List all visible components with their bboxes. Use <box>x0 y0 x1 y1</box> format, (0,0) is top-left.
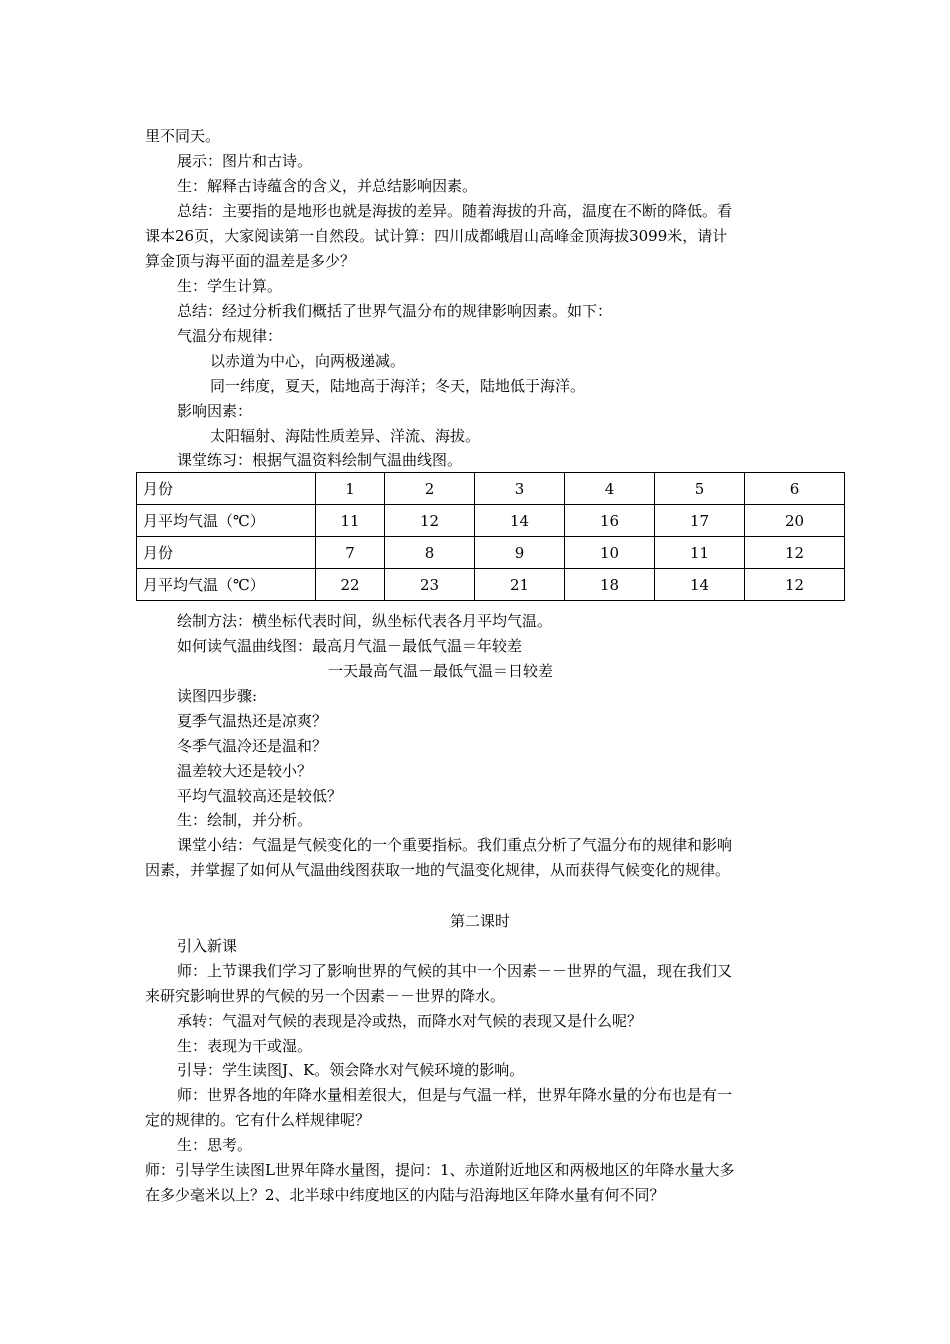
table-cell: 22 <box>316 569 385 601</box>
text-line: 引入新课 <box>177 937 238 955</box>
text-line: 课堂练习：根据气温资料绘制气温曲线图。 <box>177 451 463 469</box>
text-line: 因素，并掌握了如何从气温曲线图获取一地的气温变化规律，从而获得气候变化的规律。 <box>145 861 731 879</box>
text-line: 气温分布规律： <box>177 327 283 345</box>
table-cell: 20 <box>745 505 845 537</box>
text-line: 夏季气温热还是凉爽？ <box>177 712 328 730</box>
text-line: 承转：气温对气候的表现是冷或热，而降水对气候的表现又是什么呢？ <box>177 1012 643 1030</box>
table-cell: 23 <box>385 569 475 601</box>
table-cell: 5 <box>655 473 745 505</box>
text-line: 引导：学生读图J、K。领会降水对气候环境的影响。 <box>177 1061 525 1079</box>
text-line: 平均气温较高还是较低？ <box>177 787 343 805</box>
table-cell: 18 <box>565 569 655 601</box>
text-line: 生：思考。 <box>177 1136 253 1154</box>
text-line: 温差较大还是较小？ <box>177 762 313 780</box>
table-cell: 12 <box>745 569 845 601</box>
table-cell: 14 <box>655 569 745 601</box>
text-line: 算金顶与海平面的温差是多少？ <box>145 252 356 270</box>
table-cell: 16 <box>565 505 655 537</box>
text-line: 在多少毫米以上？2、北半球中纬度地区的内陆与沿海地区年降水量有何不同？ <box>145 1186 665 1204</box>
text-line: 如何读气温曲线图：最高月气温－最低气温＝年较差 <box>177 637 523 655</box>
table-cell: 3 <box>475 473 565 505</box>
table-cell: 1 <box>316 473 385 505</box>
table-cell: 14 <box>475 505 565 537</box>
table-row <box>137 505 845 537</box>
table-cell: 11 <box>655 537 745 569</box>
table-row <box>137 473 845 505</box>
table-cell: 4 <box>565 473 655 505</box>
text-line: 生：解释古诗蕴含的含义，并总结影响因素。 <box>177 177 478 195</box>
temperature-table <box>136 472 845 601</box>
text-line: 定的规律的。它有什么样规律呢？ <box>145 1111 371 1129</box>
text-line: 绘制方法：横坐标代表时间，纵坐标代表各月平均气温。 <box>177 612 553 630</box>
text-line: 课本26页，大家阅读第一自然段。试计算：四川成都峨眉山高峰金顶海拔3099米，请计 <box>145 227 728 245</box>
table-cell: 11 <box>316 505 385 537</box>
text-line: 一天最高气温－最低气温＝日较差 <box>328 662 554 680</box>
table-cell: 2 <box>385 473 475 505</box>
text-line: 读图四步骤: <box>177 687 258 705</box>
text-line: 师：上节课我们学习了影响世界的气候的其中一个因素－－世界的气温，现在我们又 <box>177 962 733 980</box>
text-line: 师：引导学生读图L世界年降水量图，提问：1、赤道附近地区和两极地区的年降水量大多 <box>145 1161 735 1179</box>
table-cell: 12 <box>745 537 845 569</box>
table-cell: 6 <box>745 473 845 505</box>
table-row <box>137 537 845 569</box>
text-line: 太阳辐射、海陆性质差异、洋流、海拔。 <box>210 427 481 445</box>
table-cell: 8 <box>385 537 475 569</box>
section-title: 第二课时 <box>449 912 510 930</box>
text-line: 以赤道为中心，向两极递减。 <box>210 352 406 370</box>
table-cell: 9 <box>475 537 565 569</box>
table-cell: 10 <box>565 537 655 569</box>
table-cell: 21 <box>475 569 565 601</box>
table-cell: 17 <box>655 505 745 537</box>
text-line: 生：表现为干或湿。 <box>177 1037 313 1055</box>
text-line: 冬季气温冷还是温和？ <box>177 737 328 755</box>
text-line: 课堂小结：气温是气候变化的一个重要指标。我们重点分析了气温分布的规律和影响 <box>177 836 733 854</box>
table-cell: 12 <box>385 505 475 537</box>
text-line: 里不同天。 <box>145 127 221 145</box>
text-line: 总结：经过分析我们概括了世界气温分布的规律影响因素。如下： <box>177 302 613 320</box>
text-line: 生：学生计算。 <box>177 277 283 295</box>
table-cell: 月平均气温（℃） <box>137 569 316 601</box>
table-cell: 月份 <box>137 537 316 569</box>
text-line: 影响因素： <box>177 402 253 420</box>
text-line: 同一纬度，夏天，陆地高于海洋；冬天，陆地低于海洋。 <box>210 377 586 395</box>
text-line: 生：绘制，并分析。 <box>177 811 313 829</box>
table-cell: 月份 <box>137 473 316 505</box>
text-line: 总结：主要指的是地形也就是海拔的差异。随着海拔的升高，温度在不断的降低。看 <box>177 202 733 220</box>
table-cell: 7 <box>316 537 385 569</box>
text-line: 师：世界各地的年降水量相差很大，但是与气温一样，世界年降水量的分布也是有一 <box>177 1086 733 1104</box>
text-line: 来研究影响世界的气候的另一个因素－－世界的降水。 <box>145 987 506 1005</box>
table-cell: 月平均气温（℃） <box>137 505 316 537</box>
text-line: 展示：图片和古诗。 <box>177 152 313 170</box>
table-row <box>137 569 845 601</box>
